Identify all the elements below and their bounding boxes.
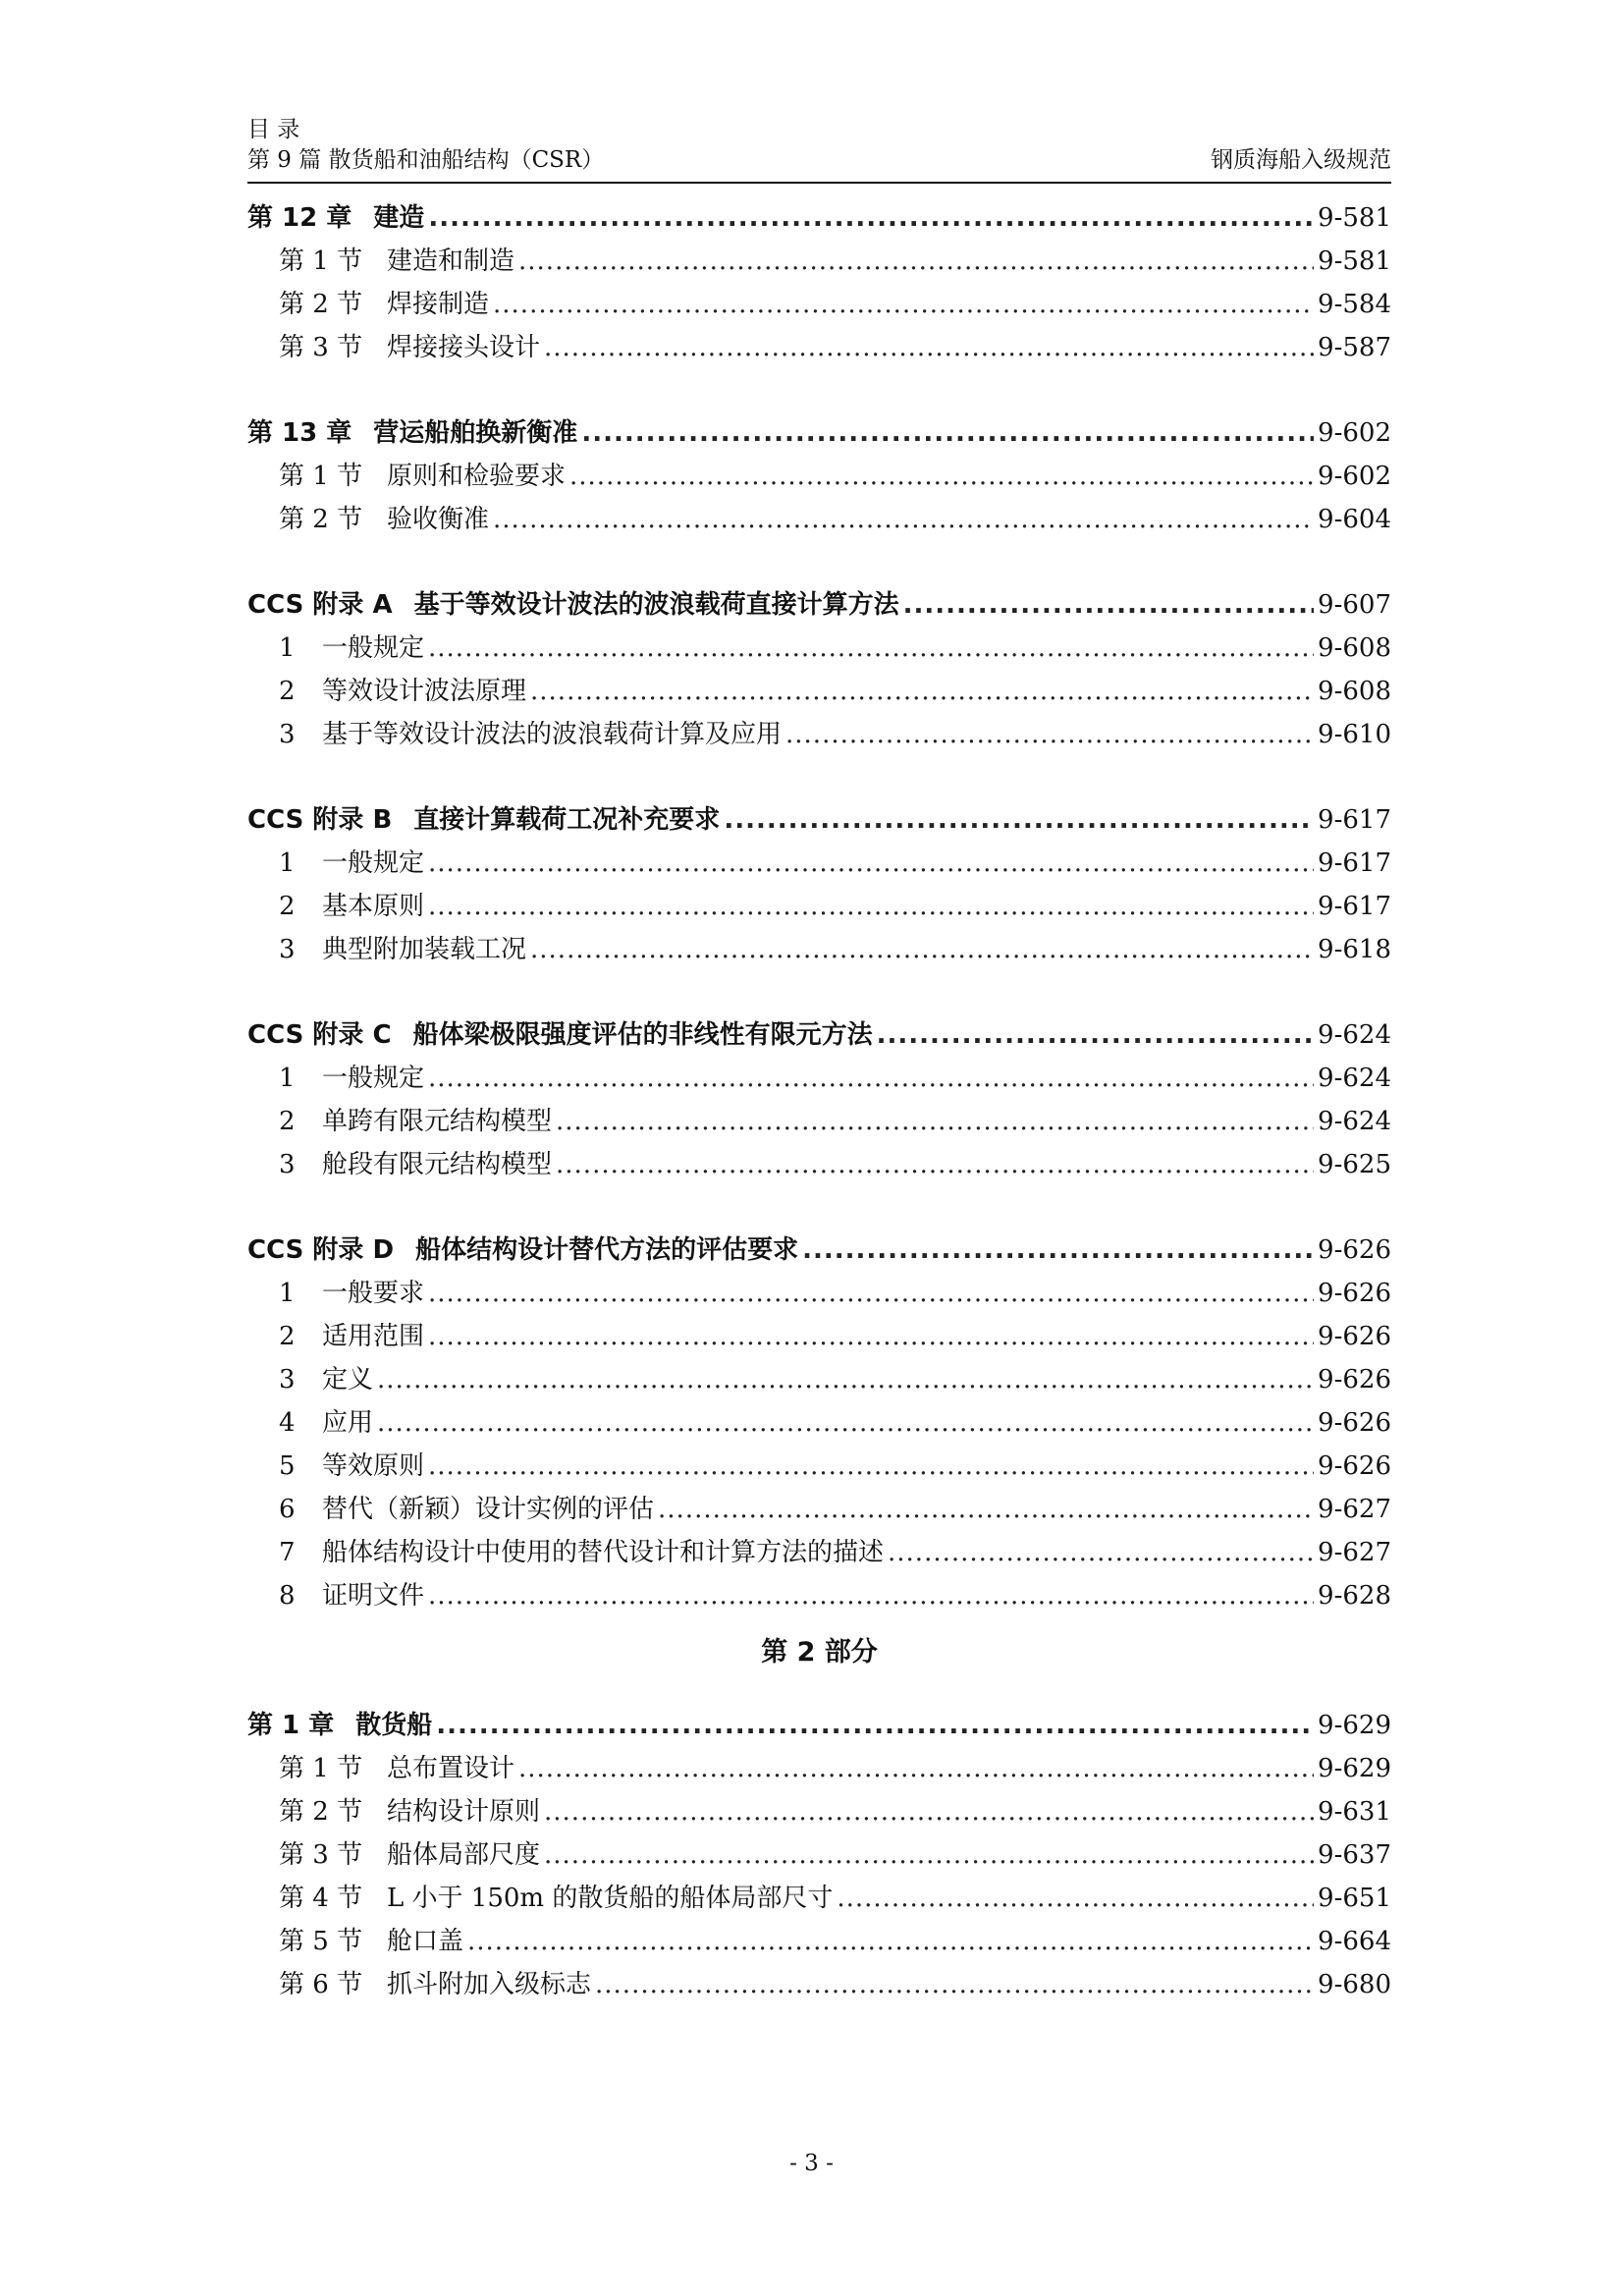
toc-entry-number: 第 1 节 [279, 1754, 363, 1783]
toc-entry-title: 定义 [322, 1365, 374, 1394]
toc-page-number: 9-581 [1318, 203, 1391, 233]
toc-entry-number: 第 1 节 [279, 462, 363, 491]
toc-entry-title: 一般要求 [322, 1279, 425, 1308]
toc-leader-dots [888, 1531, 1314, 1574]
toc-leader-dots [877, 1013, 1314, 1057]
toc-entry-title: 基于等效设计波法的波浪载荷计算及应用 [322, 720, 783, 749]
toc-leader-dots [569, 455, 1314, 498]
toc-entry-number: 2 [279, 892, 296, 921]
toc-chapter-title: 直接计算载荷工况补充要求 [413, 805, 721, 835]
toc-page-number: 9-617 [1318, 848, 1391, 878]
toc-leader-dots [518, 1747, 1314, 1790]
toc-leader-dots [428, 1272, 1314, 1315]
toc-leader-dots [493, 283, 1314, 326]
toc-entry[interactable] [247, 1747, 1391, 1790]
toc-chapter-title: 营运船舶换新衡准 [373, 418, 578, 448]
toc-entry-title: 船体结构设计中使用的替代设计和计算方法的描述 [322, 1538, 885, 1567]
toc-leader-dots [493, 498, 1314, 541]
toc-leader-dots [544, 326, 1314, 369]
toc-leader-dots [436, 1704, 1314, 1747]
toc-entry-title: 基本原则 [322, 892, 425, 921]
toc-leader-dots [428, 1574, 1314, 1617]
toc-page-number: 9-626 [1318, 1279, 1391, 1308]
toc-entry-title: 等效设计波法原理 [322, 677, 527, 706]
toc-entry[interactable] [247, 1401, 1391, 1445]
toc-entry[interactable] [247, 1315, 1391, 1358]
toc-entry-title: 焊接接头设计 [387, 333, 541, 362]
toc-entry[interactable] [247, 1143, 1391, 1186]
toc-spacer [247, 541, 1391, 583]
toc-entry-number: 第 6 节 [279, 1970, 363, 1999]
toc-entry[interactable] [247, 1833, 1391, 1877]
toc-page-number: 9-587 [1318, 333, 1391, 362]
toc-entry[interactable] [247, 1272, 1391, 1315]
toc-chapter-title: 基于等效设计波法的波浪载荷直接计算方法 [413, 590, 899, 620]
toc-leader-dots [377, 1358, 1314, 1401]
toc-page-number: 9-625 [1318, 1150, 1391, 1179]
toc-entry[interactable] [247, 326, 1391, 369]
toc-leader-dots [467, 1920, 1314, 1963]
toc-leader-dots [428, 1315, 1314, 1358]
toc-chapter[interactable] [247, 798, 1391, 842]
toc-entry[interactable] [247, 455, 1391, 498]
toc-leader-dots [595, 1963, 1314, 2006]
toc-entry-number: 4 [279, 1408, 296, 1438]
toc-page-number: 9-627 [1318, 1538, 1391, 1567]
toc-page-number: 9-664 [1318, 1927, 1391, 1956]
toc-chapter-title: 船体结构设计替代方法的评估要求 [415, 1235, 799, 1265]
toc-entry[interactable] [247, 1057, 1391, 1100]
toc-entry[interactable] [247, 670, 1391, 713]
toc-entry-title: 典型附加装载工况 [322, 935, 527, 964]
toc-page-number: 9-624 [1318, 1020, 1391, 1050]
toc-leader-dots [556, 1100, 1314, 1143]
toc-entry-number: 2 [279, 1107, 296, 1136]
toc-entry-title: 应用 [322, 1408, 374, 1438]
toc-chapter[interactable] [247, 1013, 1391, 1057]
toc-leader-dots [658, 1488, 1314, 1531]
toc-chapter-number: CCS 附录 B [247, 805, 393, 835]
toc-page-number: 9-604 [1318, 505, 1391, 534]
toc-entry-number: 第 2 节 [279, 505, 363, 534]
header-section-label: 目 录 [247, 117, 300, 142]
toc-entry-number: 6 [279, 1495, 296, 1524]
toc-entry-title: 单跨有限元结构模型 [322, 1107, 553, 1136]
toc-entry-number: 1 [279, 1064, 296, 1093]
toc-page-number: 9-617 [1318, 892, 1391, 921]
toc-entry-number: 第 3 节 [279, 1840, 363, 1870]
toc-page-number: 9-581 [1318, 246, 1391, 276]
toc-entry-title: 原则和检验要求 [387, 462, 567, 491]
toc-leader-dots [428, 842, 1314, 885]
toc-entry[interactable] [247, 713, 1391, 756]
toc-spacer [247, 1186, 1391, 1229]
toc-chapter[interactable] [247, 583, 1391, 627]
toc-page-number: 9-602 [1318, 462, 1391, 491]
toc-entry-number: 第 3 节 [279, 333, 363, 362]
toc-page-number: 9-629 [1318, 1754, 1391, 1783]
toc-entry[interactable] [247, 1574, 1391, 1617]
toc-entry-number: 第 1 节 [279, 246, 363, 276]
toc-spacer [247, 971, 1391, 1013]
header-rule [247, 182, 1391, 184]
toc-chapter-number: CCS 附录 C [247, 1020, 392, 1050]
toc-page-number: 9-624 [1318, 1064, 1391, 1093]
toc-entry[interactable] [247, 1920, 1391, 1963]
toc-leader-dots [428, 627, 1314, 670]
toc-chapter[interactable] [247, 1229, 1391, 1272]
toc-entry-number: 第 5 节 [279, 1927, 363, 1956]
toc-page-number: 9-608 [1318, 633, 1391, 663]
header-volume-title: 第 9 篇 散货船和油船结构（CSR） [247, 147, 605, 173]
toc-page-number: 9-626 [1318, 1408, 1391, 1438]
toc-entry[interactable] [247, 1963, 1391, 2006]
toc-entry-title: L 小于 150m 的散货船的船体局部尺寸 [387, 1884, 834, 1913]
toc-entry-number: 3 [279, 1365, 296, 1394]
toc-entry[interactable] [247, 842, 1391, 885]
toc-entry[interactable] [247, 1100, 1391, 1143]
toc-page-number: 9-680 [1318, 1970, 1391, 1999]
page-header [247, 115, 1391, 176]
toc-leader-dots [530, 670, 1314, 713]
toc-page-number: 9-626 [1318, 1365, 1391, 1394]
toc-entry-title: 适用范围 [322, 1322, 425, 1351]
toc-entry[interactable] [247, 627, 1391, 670]
toc-entry[interactable] [247, 1488, 1391, 1531]
toc-page-number: 9-637 [1318, 1840, 1391, 1870]
toc-leader-dots [518, 240, 1314, 283]
toc-leader-dots [428, 1445, 1314, 1488]
toc-leader-dots [428, 196, 1314, 240]
toc-entry-title: 建造和制造 [387, 246, 515, 276]
toc-chapter-number: 第 12 章 [247, 203, 352, 233]
toc-entry[interactable] [247, 928, 1391, 971]
toc-spacer [247, 369, 1391, 411]
toc-entry-number: 第 2 节 [279, 290, 363, 319]
toc-page-number: 9-631 [1318, 1797, 1391, 1827]
toc-leader-dots [428, 885, 1314, 928]
toc-entry[interactable] [247, 1358, 1391, 1401]
toc-page-number: 9-584 [1318, 290, 1391, 319]
toc-chapter-number: CCS 附录 A [247, 590, 393, 620]
toc-page-number: 9-617 [1318, 805, 1391, 835]
toc-entry-title: 船体局部尺度 [387, 1840, 541, 1870]
toc-entry-title: 舱口盖 [387, 1927, 464, 1956]
toc-page-number: 9-651 [1318, 1884, 1391, 1913]
toc-page-number: 9-626 [1318, 1451, 1391, 1481]
toc-page-number: 9-602 [1318, 418, 1391, 448]
toc-chapter-title: 建造 [373, 203, 425, 233]
toc-leader-dots [837, 1877, 1314, 1920]
toc-entry-title: 一般规定 [322, 1064, 425, 1093]
toc-spacer [247, 756, 1391, 798]
toc-chapter-number: CCS 附录 D [247, 1235, 395, 1265]
toc-entry-title: 总布置设计 [387, 1754, 515, 1783]
toc-entry[interactable] [247, 885, 1391, 928]
toc-chapter-number: 第 13 章 [247, 418, 352, 448]
toc-entry-title: 替代（新颖）设计实例的评估 [322, 1495, 655, 1524]
toc-leader-dots [903, 583, 1314, 627]
toc-leader-dots [556, 1143, 1314, 1186]
toc-entry-title: 验收衡准 [387, 505, 490, 534]
toc-chapter[interactable] [247, 411, 1391, 455]
toc-page-number: 9-629 [1318, 1711, 1391, 1740]
part-heading: 第 2 部分 [761, 1637, 878, 1667]
toc-entry[interactable] [247, 240, 1391, 283]
toc-entry[interactable] [247, 498, 1391, 541]
toc-entry-title: 舱段有限元结构模型 [322, 1150, 553, 1179]
toc-chapter[interactable] [247, 196, 1391, 240]
toc-page-number: 9-607 [1318, 590, 1391, 620]
toc-entry[interactable] [247, 1790, 1391, 1833]
toc-entry-number: 3 [279, 1150, 296, 1179]
toc-leader-dots [530, 928, 1314, 971]
toc-page-number: 9-626 [1318, 1322, 1391, 1351]
toc-entry-number: 第 4 节 [279, 1884, 363, 1913]
toc-entry-title: 等效原则 [322, 1451, 425, 1481]
page-number: - 3 - [789, 2151, 834, 2176]
table-of-contents [247, 196, 1391, 2006]
toc-entry-number: 1 [279, 633, 296, 663]
toc-entry-number: 3 [279, 720, 296, 749]
toc-entry-number: 2 [279, 1322, 296, 1351]
toc-entry-number: 7 [279, 1538, 296, 1567]
toc-entry-number: 2 [279, 677, 296, 706]
toc-page-number: 9-626 [1318, 1235, 1391, 1265]
toc-leader-dots [802, 1229, 1314, 1272]
toc-entry-title: 结构设计原则 [387, 1797, 541, 1827]
toc-entry[interactable] [247, 283, 1391, 326]
toc-chapter-title: 船体梁极限强度评估的非线性有限元方法 [412, 1020, 873, 1050]
toc-chapter[interactable] [247, 1704, 1391, 1747]
toc-leader-dots [581, 411, 1314, 455]
toc-entry-title: 焊接制造 [387, 290, 490, 319]
toc-entry-title: 一般规定 [322, 633, 425, 663]
header-book-title: 钢质海船入级规范 [1211, 147, 1391, 173]
toc-entry[interactable] [247, 1445, 1391, 1488]
toc-entry[interactable] [247, 1531, 1391, 1574]
toc-page-number: 9-618 [1318, 935, 1391, 964]
toc-entry-number: 1 [279, 1279, 296, 1308]
toc-entry-title: 一般规定 [322, 848, 425, 878]
toc-chapter-title: 散货船 [355, 1711, 433, 1740]
toc-entry-number: 1 [279, 848, 296, 878]
toc-chapter-number: 第 1 章 [247, 1711, 335, 1740]
toc-page-number: 9-628 [1318, 1581, 1391, 1611]
toc-page-number: 9-627 [1318, 1495, 1391, 1524]
toc-entry-number: 第 2 节 [279, 1797, 363, 1827]
toc-entry-number: 5 [279, 1451, 296, 1481]
toc-entry-number: 3 [279, 935, 296, 964]
toc-page-number: 9-608 [1318, 677, 1391, 706]
header-row [247, 145, 1391, 176]
toc-entry-number: 8 [279, 1581, 296, 1611]
toc-entry[interactable] [247, 1877, 1391, 1920]
toc-entry-title: 证明文件 [322, 1581, 425, 1611]
toc-leader-dots [724, 798, 1314, 842]
toc-leader-dots [785, 713, 1314, 756]
toc-leader-dots [428, 1057, 1314, 1100]
toc-leader-dots [544, 1833, 1314, 1877]
toc-leader-dots [377, 1401, 1314, 1445]
toc-page-number: 9-610 [1318, 720, 1391, 749]
toc-leader-dots [544, 1790, 1314, 1833]
toc-entry-title: 抓斗附加入级标志 [387, 1970, 592, 1999]
toc-page-number: 9-624 [1318, 1107, 1391, 1136]
